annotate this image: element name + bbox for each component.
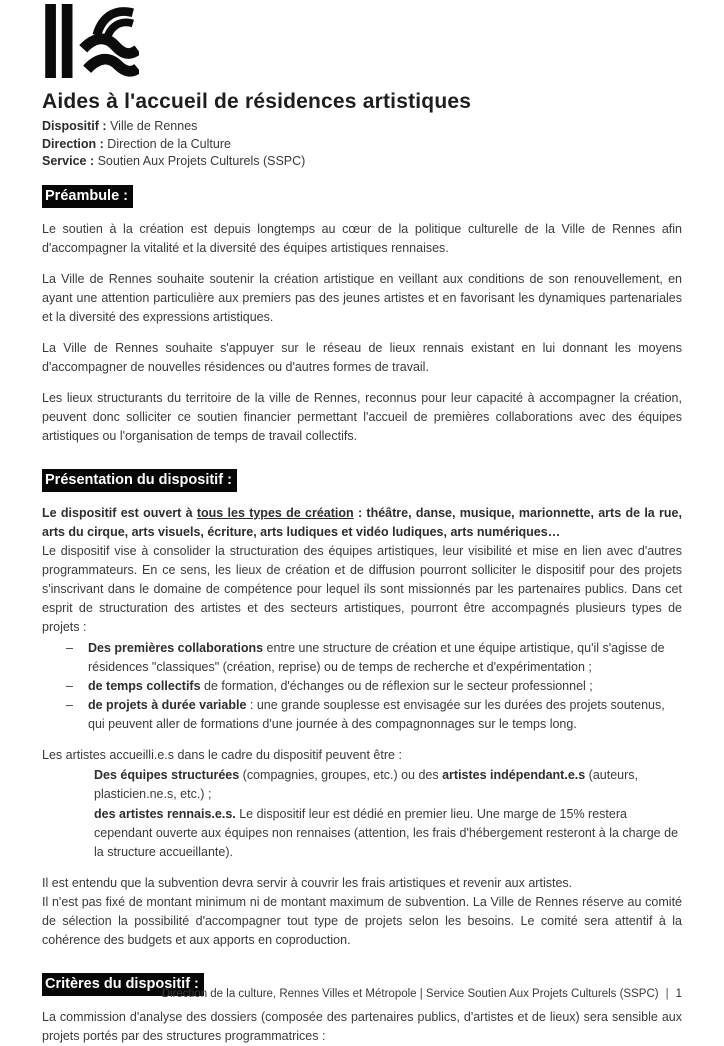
meta-row bbox=[42, 136, 682, 154]
text-run: La commission d'analyse des dossiers (composée des partenaires publics, d'artistes et de lieux) sera sensible aux projets portés par des structures programmatrices : bbox=[42, 1009, 682, 1043]
meta-row bbox=[42, 153, 682, 171]
section-heading-label: Présentation du dispositif : bbox=[42, 469, 237, 492]
text-run: : théâtre, danse, musique, marionnette, arts de la rue, arts du cirque, arts visuels, écriture, arts ludiques et vidéo ludiques, arts numériques… bbox=[42, 505, 682, 539]
text-run: Le soutien à la création est depuis longtemps au cœur de la politique culturelle de la Ville de Rennes afin d'accompagner la vitalité et la diversité des équipes artistiques rennaises. bbox=[42, 221, 682, 255]
bullet-item bbox=[42, 639, 682, 677]
meta-value: Soutien Aux Projets Culturels (SSPC) bbox=[94, 154, 306, 168]
footer-text: Direction de la culture, Rennes Villes et Métropole | Service Soutien Aux Projets Culturels (SSPC) bbox=[161, 988, 659, 1000]
meta-row bbox=[42, 118, 682, 136]
rennes-r-logo bbox=[42, 4, 139, 78]
paragraph bbox=[42, 220, 682, 258]
text-run: Les artistes accueilli.e.s dans le cadre du dispositif peuvent être : bbox=[42, 747, 402, 762]
text-run: de formation, d'échanges ou de réflexion sur le secteur professionnel ; bbox=[200, 678, 593, 693]
text-run: (auteurs, plasticien.ne.s, etc.) ; bbox=[94, 767, 639, 801]
page-footer bbox=[162, 988, 682, 1000]
paragraph bbox=[42, 542, 682, 637]
section-preambule bbox=[42, 185, 682, 446]
section-criteres bbox=[42, 973, 682, 1046]
text-run: Il est entendu que la subvention devra servir à couvrir les frais artistiques et revenir aux artistes. bbox=[42, 875, 573, 890]
meta-label: Dispositif : bbox=[42, 119, 107, 133]
dash-list bbox=[42, 639, 682, 734]
paragraph bbox=[42, 874, 682, 893]
section-heading-label: Préambule : bbox=[42, 185, 133, 208]
text-run: artistes indépendant.e.s bbox=[442, 767, 586, 782]
meta-label: Direction : bbox=[42, 136, 104, 151]
paragraph bbox=[42, 270, 682, 327]
text-run: de temps collectifs bbox=[88, 678, 201, 693]
text-run: de projets à durée variable bbox=[88, 697, 247, 712]
document-body bbox=[42, 185, 682, 1046]
text-run: Des équipes structurées bbox=[94, 767, 240, 782]
text-run: (compagnies, groupes, etc.) ou des bbox=[239, 767, 443, 782]
text-run: tous les types de création bbox=[196, 505, 354, 520]
paragraph bbox=[42, 504, 682, 542]
text-run: Le dispositif leur est dédié en premier lieu. Une marge de 15% restera cependant ouverte aux équipes non rennaises (attention, les frais d'hébergement resteront à la charge de la structure accueillante). bbox=[94, 806, 679, 859]
indented-item bbox=[94, 805, 682, 862]
text-run: Il n'est pas fixé de montant minimum ni de montant maximum de subvention. La Ville de Rennes réserve au comité de sélection la possibilité d'accompagner tout type de projets selon les besoins. Le comité sera attentif à la cohérence des budgets et aux apports en coproduction. bbox=[42, 894, 682, 947]
bullet-item bbox=[42, 677, 682, 696]
document-meta bbox=[42, 118, 682, 171]
text-run: Des premières collaborations bbox=[88, 640, 264, 655]
meta-value: Direction de la Culture bbox=[103, 136, 231, 151]
section-heading-badge bbox=[42, 185, 682, 208]
text-run: entre une structure de création et une équipe artistique, qu'il s'agisse de résidences "classiques" (création, reprise) ou de temps de recherche et d'expérimentation ; bbox=[88, 640, 665, 674]
text-run: des artistes rennais.e.s. bbox=[94, 806, 236, 821]
section-heading-label: Critères du dispositif : bbox=[42, 973, 204, 996]
text-run: Le dispositif est ouvert à bbox=[42, 505, 197, 520]
indented-item bbox=[94, 766, 682, 804]
text-run: Le dispositif vise à consolider la structuration des équipes artistiques, leur visibilité et mise en lien avec d'autres programmateurs. En ce sens, les lieux de création et de diffusion pourront solliciter le dispositif pour des projets s'inscrivant dans le domaine de compétence pour lequel ils sont missionnés par les partenaires publics. Dans cet esprit de structuration des artistes et des secteurs artistiques, pourront être accompagnés plusieurs types de projets : bbox=[42, 543, 682, 634]
paragraph bbox=[42, 746, 682, 765]
meta-value: Ville de Rennes bbox=[106, 119, 198, 133]
paragraph bbox=[42, 389, 682, 446]
page-number: 1 bbox=[675, 988, 682, 1000]
bullet-item bbox=[42, 696, 682, 734]
footer-separator: | bbox=[665, 988, 669, 1000]
section-heading-badge bbox=[42, 469, 682, 492]
text-run: La Ville de Rennes souhaite s'appuyer sur le réseau de lieux rennais existant en lui donnant les moyens d'accompagner de nouvelles résidences ou d'autres formes de travail. bbox=[42, 340, 682, 374]
text-run: La Ville de Rennes souhaite soutenir la création artistique en veillant aux conditions de son renouvellement, en ayant une attention particulière aux premiers pas des jeunes artistes et en favorisant les dynamiques partenariales et la diversité des expressions artistiques. bbox=[42, 271, 682, 324]
page-title: Aides à l'accueil de résidences artistiques bbox=[42, 90, 472, 113]
section-presentation bbox=[42, 469, 682, 950]
indent-list bbox=[42, 766, 682, 862]
paragraph bbox=[42, 893, 682, 950]
paragraph bbox=[42, 339, 682, 377]
meta-label: Service : bbox=[42, 154, 95, 168]
paragraph bbox=[42, 1008, 682, 1046]
text-run: : une grande souplesse est envisagée sur les durées des projets soutenus, qui peuvent aller de formations d'une journée à des compagnonnages sur le temps long. bbox=[88, 697, 665, 731]
text-run: Les lieux structurants du territoire de la ville de Rennes, reconnus pour leur capacité à accompagner la création, peuvent donc solliciter ce soutien financier permettant l'accueil de premières collaborations avec des équipes artistiques ou l'organisation de temps de travail collectifs. bbox=[42, 390, 682, 443]
